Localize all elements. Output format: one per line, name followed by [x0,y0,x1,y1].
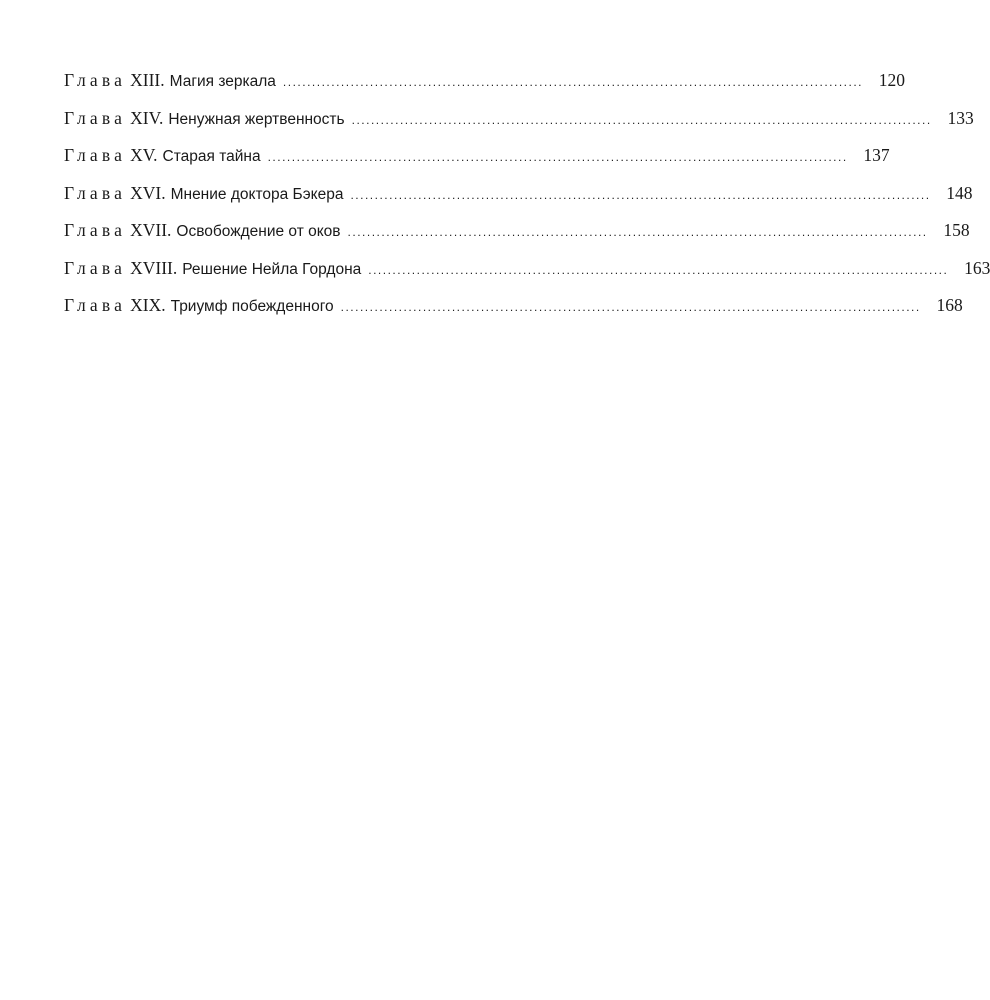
page-number: 133 [947,107,974,128]
page-number: 168 [936,295,963,315]
chapter-number: XVI. [130,182,166,203]
dot-leader: ........................................................................................................................ [350,187,931,202]
chapter-number: XIX. [130,295,166,315]
dot-leader: ........................................................................................................................ [282,75,863,89]
toc-entry [64,66,905,104]
chapter-number: XIV. [130,107,164,128]
chapter-title: Триумф побежденного [170,298,334,315]
chapter-number: XVII. [130,220,172,240]
chapter-word: Глава [64,145,127,165]
toc-entry [64,179,973,217]
page-number: 120 [878,70,905,90]
chapter-word: Глава [64,257,127,278]
dot-leader: ........................................................................................................................ [267,150,848,164]
table-of-contents [64,66,990,329]
dot-leader: ........................................................................................................................ [340,300,921,314]
chapter-word: Глава [64,70,127,90]
page-number: 148 [946,182,973,203]
chapter-word: Глава [64,107,127,128]
page-number: 158 [943,220,970,240]
chapter-word: Глава [64,295,127,315]
page-number: 163 [964,257,990,278]
toc-entry [64,291,963,329]
chapter-number: XV. [130,145,158,165]
page-number: 137 [863,145,890,165]
dot-leader: ........................................................................................................................ [368,262,949,277]
dot-leader: ........................................................................................................................ [351,112,932,127]
chapter-title: Освобождение от оков [176,223,341,240]
chapter-title: Магия зеркала [169,73,276,90]
chapter-title: Мнение доктора Бэкера [170,185,344,203]
chapter-word: Глава [64,182,127,203]
toc-entry [64,216,970,254]
toc-entry [64,254,990,292]
chapter-title: Решение Нейла Гордона [182,260,362,278]
chapter-title: Ненужная жертвенность [168,110,345,128]
chapter-title: Старая тайна [162,148,261,165]
toc-entry [64,104,974,142]
chapter-word: Глава [64,220,127,240]
toc-entry [64,141,890,179]
chapter-number: XIII. [130,70,165,90]
dot-leader: ........................................................................................................................ [347,225,928,239]
chapter-number: XVIII. [130,257,178,278]
